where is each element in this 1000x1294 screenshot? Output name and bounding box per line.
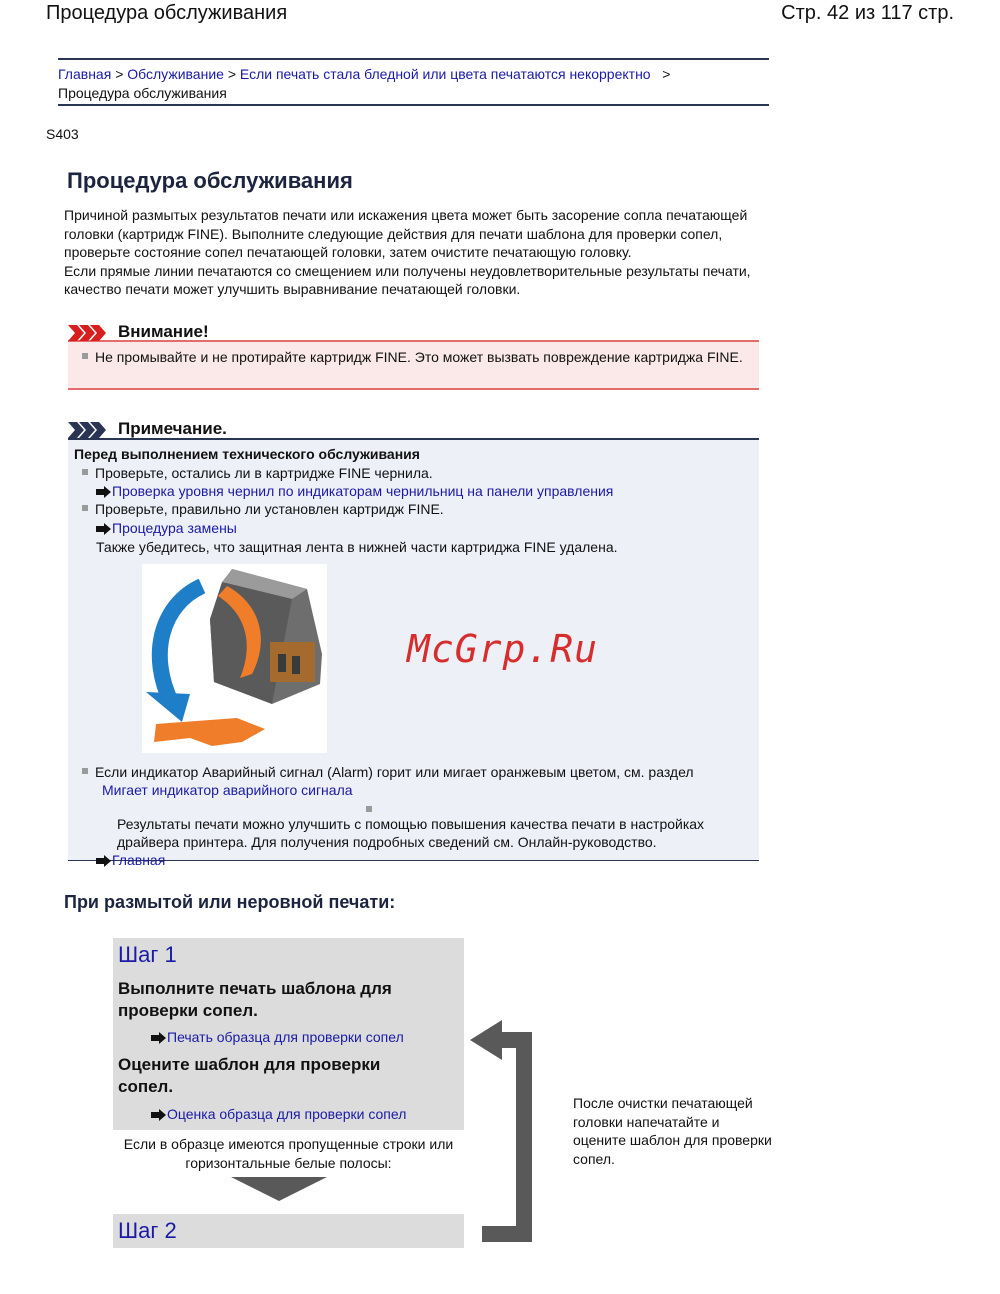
note-item-4-text: Результаты печати можно улучшить с помощью повышения качества печати в настройках драйвера принтера. Для получения подробных сведений см. Онлайн-руководство. xyxy=(117,816,705,850)
breadcrumb-link-home[interactable]: Главная xyxy=(58,66,112,82)
link-arrow-icon xyxy=(96,523,112,535)
link-arrow-icon xyxy=(151,1032,167,1044)
link-arrow-icon xyxy=(151,1109,167,1121)
note-item-1 xyxy=(82,464,433,482)
link-arrow-icon xyxy=(96,855,112,867)
ink-level-check-link[interactable]: Проверка уровня чернил по индикаторам чернильниц на панели управления xyxy=(112,483,614,499)
caution-chevron-icon xyxy=(68,325,108,341)
note-item-4 xyxy=(96,815,746,851)
caution-heading xyxy=(68,322,209,342)
document-code: S403 xyxy=(46,126,79,142)
alarm-indicator-link[interactable]: Мигает индикатор аварийного сигнала xyxy=(102,782,353,798)
page-header-title: Процедура обслуживания xyxy=(46,2,288,24)
page-counter: Стр. 42 из 117 стр. xyxy=(781,2,954,24)
loop-back-arrow-icon xyxy=(468,1020,538,1246)
caution-item xyxy=(82,348,752,366)
note-heading xyxy=(68,419,227,439)
breadcrumb-separator: > xyxy=(662,66,671,82)
caution-label: Внимание! xyxy=(118,322,209,341)
bullet-square-icon xyxy=(82,505,88,511)
note-subheading: Перед выполнением технического обслуживания xyxy=(74,446,420,462)
note-item-3-text: Если индикатор Аварийный сигнал (Alarm) горит или мигает оранжевым цветом, см. раздел xyxy=(95,764,694,780)
cartridge-tape-removal-image xyxy=(142,564,327,753)
nozzle-check-print-link[interactable]: Печать образца для проверки сопел xyxy=(167,1029,404,1045)
bullet-square-icon xyxy=(82,353,88,359)
note-item-1-text: Проверьте, остались ли в картридже FINE чернила. xyxy=(95,465,433,481)
step-1-title: Шаг 1 xyxy=(118,942,177,967)
note-link-row-1 xyxy=(96,482,613,500)
page-title: Процедура обслуживания xyxy=(67,168,353,193)
note-item-3 xyxy=(82,763,694,781)
flow-side-note: После очистки печатающей головки напечатайте и оцените шаблон для проверки сопел. xyxy=(573,1095,772,1167)
breadcrumb-separator: > xyxy=(227,66,237,82)
step-1-link-row-1 xyxy=(151,1029,464,1045)
flow-heading: При размытой или неровной печати: xyxy=(64,892,396,912)
watermark-text: McGrp.Ru xyxy=(407,627,599,671)
step-2-title: Шаг 2 xyxy=(118,1218,177,1243)
step-1-link-row-2 xyxy=(151,1106,464,1122)
bullet-square-icon xyxy=(82,768,88,774)
step-2-box xyxy=(113,1214,464,1248)
link-arrow-icon xyxy=(96,486,112,498)
note-item-2-text: Проверьте, правильно ли установлен картридж FINE. xyxy=(95,501,444,517)
flow-condition: Если в образце имеются пропущенные строки или горизонтальные белые полосы: xyxy=(123,1136,454,1171)
caution-item-text: Не промывайте и не протирайте картридж FINE. Это может вызвать повреждение картриджа FINE. xyxy=(95,349,743,365)
breadcrumb-link-maintenance[interactable]: Обслуживание xyxy=(127,66,224,82)
note-item-2 xyxy=(82,500,444,518)
breadcrumb xyxy=(58,58,769,106)
note-chevron-icon xyxy=(68,422,108,438)
note-link-row-4 xyxy=(96,851,165,869)
step-1-text-2: Оцените шаблон для проверки сопел. xyxy=(118,1055,381,1096)
step-1-text-1: Выполните печать шаблона для проверки сопел. xyxy=(118,979,392,1020)
breadcrumb-link-faded-print[interactable]: Если печать стала бледной или цвета печатаются некорректно xyxy=(239,66,651,82)
intro-paragraph-1: Причиной размытых результатов печати или искажения цвета может быть засорение сопла печатающей головки (картридж FINE). Выполните следующие действия для печати шаблона для проверки сопел, проверьте состояние сопел печатающей головки, затем очистите печатающую головку. xyxy=(64,207,748,260)
step-1-box xyxy=(113,938,464,1130)
note-link-row-3 xyxy=(102,781,353,799)
note-label: Примечание. xyxy=(118,419,227,438)
intro-text xyxy=(64,206,764,299)
intro-paragraph-2: Если прямые линии печатаются со смещением или получены неудовлетворительные результаты печати, качество печати может улучшить выравнивание печатающей головки. xyxy=(64,262,751,297)
replacement-procedure-link[interactable]: Процедура замены xyxy=(112,520,237,536)
bullet-square-icon xyxy=(82,469,88,475)
nozzle-check-evaluate-link[interactable]: Оценка образца для проверки сопел xyxy=(167,1106,407,1122)
down-arrow-icon xyxy=(231,1177,327,1201)
note-item-2-extra: Также убедитесь, что защитная лента в нижней части картриджа FINE удалена. xyxy=(96,539,618,555)
bullet-square-icon xyxy=(366,806,372,812)
home-link[interactable]: Главная xyxy=(112,852,166,868)
breadcrumb-separator: > xyxy=(115,66,124,82)
breadcrumb-current: Процедура обслуживания xyxy=(58,85,227,101)
note-link-row-2 xyxy=(96,519,237,537)
